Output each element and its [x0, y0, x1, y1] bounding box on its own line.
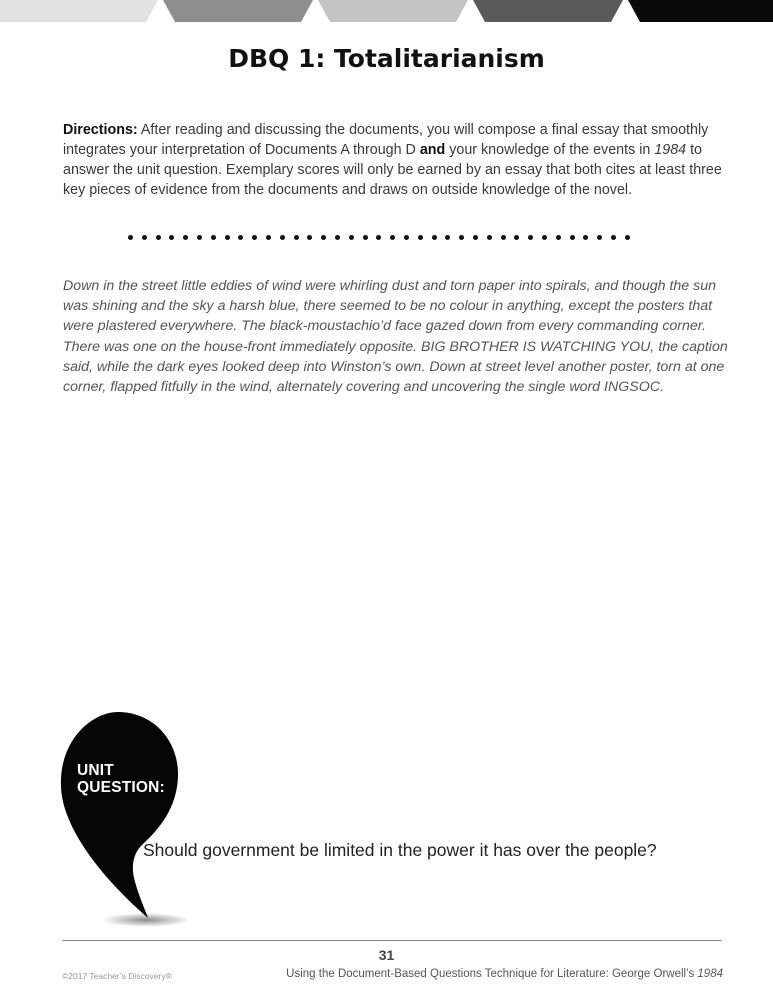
copyright-notice: ©2017 Teacher’s Discovery®	[62, 971, 172, 981]
divider-dot	[611, 235, 616, 240]
divider-dot	[570, 235, 575, 240]
header-segment-5	[628, 0, 773, 22]
divider-dot	[307, 235, 312, 240]
divider-dot	[583, 235, 588, 240]
divider-dot	[501, 235, 506, 240]
divider-dot	[432, 235, 437, 240]
divider-dot	[197, 235, 202, 240]
directions-text-2: your knowledge of the events in	[445, 142, 655, 158]
divider-dot	[211, 235, 216, 240]
divider-dot	[445, 235, 450, 240]
divider-dot	[418, 235, 423, 240]
directions-text-1: After reading and discussing the documents, you will compose a final essay that smoothly integrates your interpretation of Documents A through D	[63, 122, 709, 158]
divider-dot	[128, 235, 133, 240]
header-segment-4	[473, 0, 623, 22]
novel-excerpt: Down in the street little eddies of wind were whirling dust and torn paper into spirals, and though the sun was shining and the sky a harsh blue, there seemed to be no colour in anything, except the posters that were plastered everywhere. The black-moustachio’d face gazed down from every commanding corner. There was one on the house-front immediately opposite. BIG BROTHER IS WATCHING YOU, the caption said, while the dark eyes looked deep into Winston’s own. Down at street level another poster, torn at one corner, flapped fitfully in the wind, alternately covering and uncovering the single word INGSOC.	[63, 278, 728, 396]
divider-dot	[376, 235, 381, 240]
divider-dot	[169, 235, 174, 240]
footer-book-title	[286, 968, 723, 980]
directions-novel-title: 1984	[654, 142, 687, 158]
divider-dot	[280, 235, 285, 240]
divider-dot	[266, 235, 271, 240]
directions-paragraph	[63, 120, 723, 200]
divider-dot	[142, 235, 147, 240]
unit-question-label-line2: QUESTION:	[77, 779, 165, 796]
divider-dot	[473, 235, 478, 240]
directions-emphasis: and	[419, 142, 446, 158]
divider-dot	[183, 235, 188, 240]
header-band	[0, 0, 773, 22]
header-segment-3	[318, 0, 468, 22]
footer-divider	[62, 940, 722, 941]
divider-dot	[487, 235, 492, 240]
divider-dot	[225, 235, 230, 240]
directions-label: Directions:	[63, 122, 138, 138]
divider-dot	[542, 235, 547, 240]
divider-dot	[238, 235, 243, 240]
dotted-divider	[128, 232, 648, 244]
divider-dot	[597, 235, 602, 240]
divider-dot	[514, 235, 519, 240]
divider-dot	[321, 235, 326, 240]
header-segment-1	[0, 0, 158, 22]
divider-dot	[390, 235, 395, 240]
unit-question-label	[77, 762, 165, 796]
divider-dot	[404, 235, 409, 240]
footer-book-title-text: Using the Document-Based Questions Technique for Literature: George Orwell’s	[286, 968, 698, 980]
divider-dot	[156, 235, 161, 240]
divider-dot	[349, 235, 354, 240]
page-title: DBQ 1: Totalitarianism	[228, 44, 545, 73]
divider-dot	[294, 235, 299, 240]
comma-shape-icon	[58, 712, 188, 932]
divider-dot	[335, 235, 340, 240]
divider-dot	[625, 235, 630, 240]
directions-text-3: to answer the unit question. Exemplary scores will only be earned by an essay that both cites at least three key pieces of evidence from the documents and draws on outside knowledge of the novel.	[63, 142, 722, 198]
divider-dot	[252, 235, 257, 240]
page-number: 31	[378, 947, 395, 963]
divider-dot	[556, 235, 561, 240]
header-segment-2	[163, 0, 313, 22]
divider-dot	[363, 235, 368, 240]
unit-question-label-line1: UNIT	[77, 762, 114, 779]
divider-dot	[459, 235, 464, 240]
divider-dot	[528, 235, 533, 240]
unit-question-text: Should government be limited in the power it has over the people?	[143, 840, 657, 860]
footer-book-novel: 1984	[697, 968, 723, 980]
